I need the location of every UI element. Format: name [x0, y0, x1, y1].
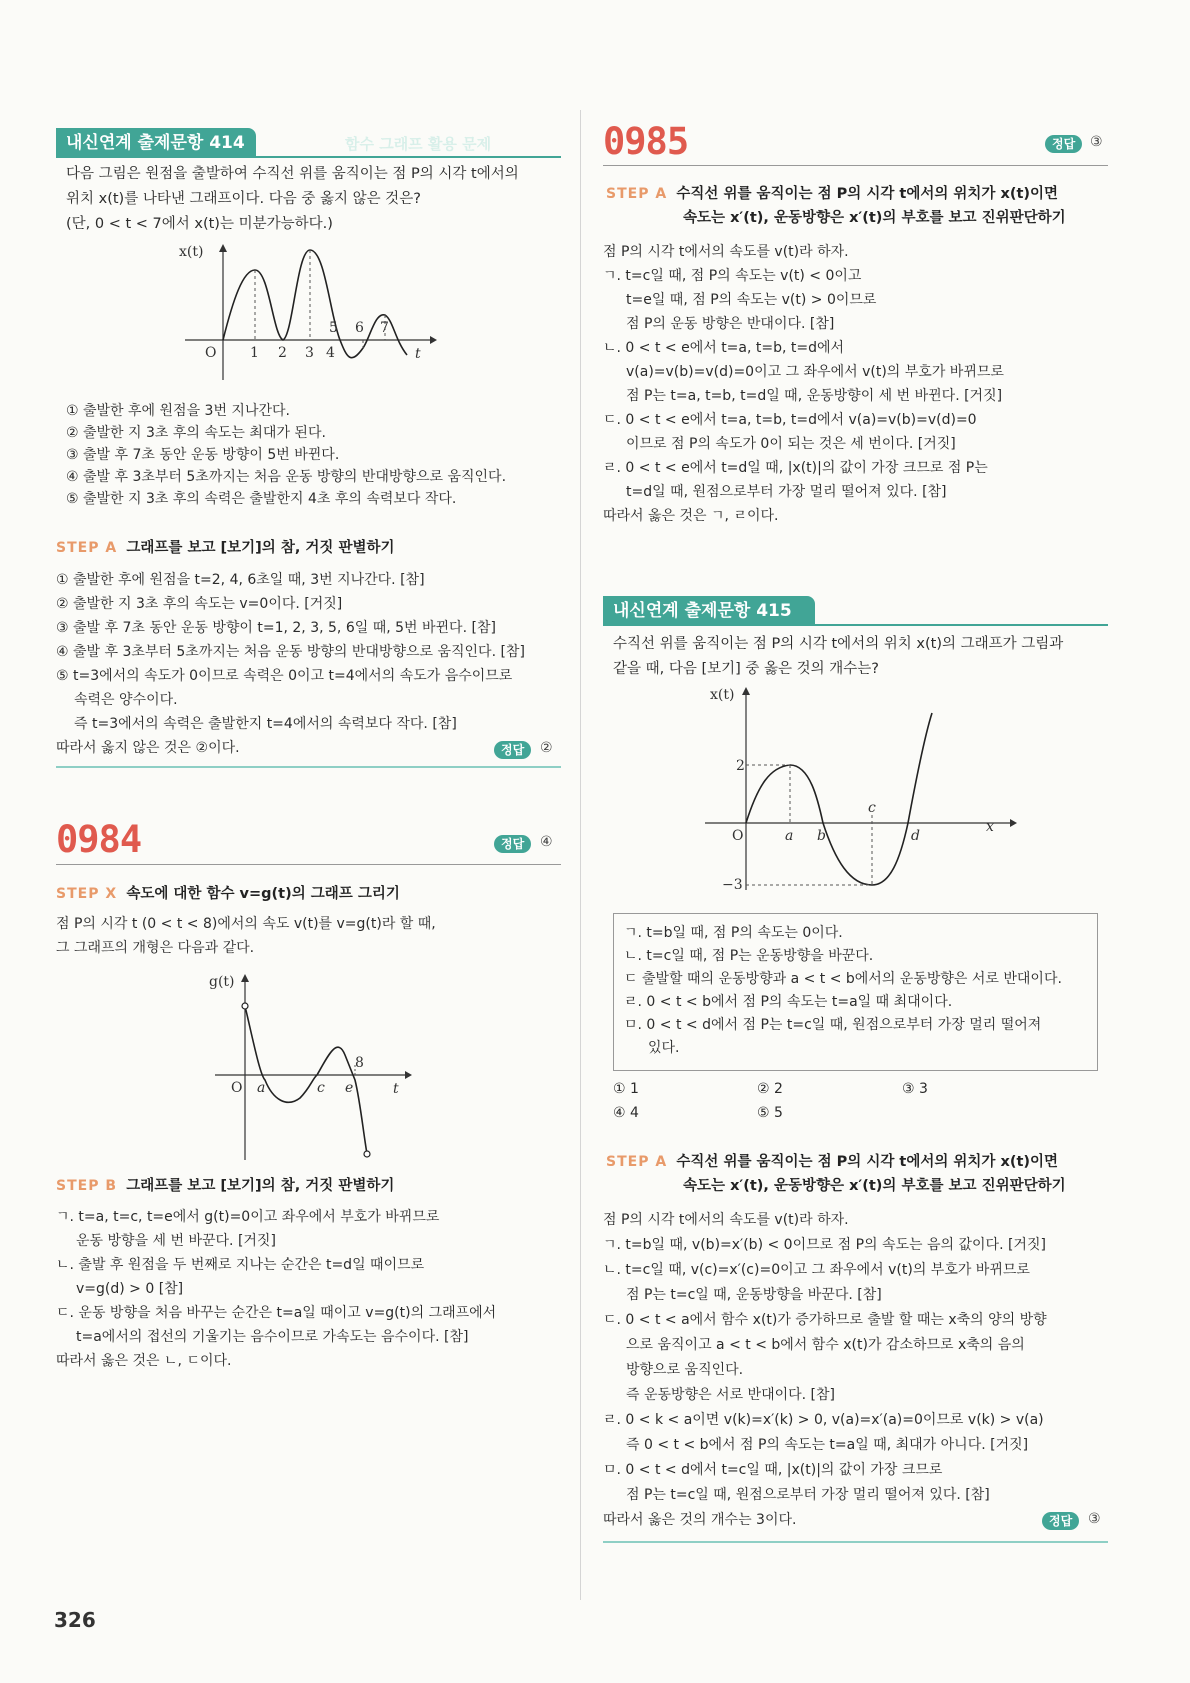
sol415-line-2: ㄱ. t=b일 때, v(b)=x′(b) < 0이므로 점 P의 속도는 음의 값이다. [거짓] [603, 1237, 1046, 1253]
choice-414-4: ④ 출발 후 3초부터 5초까지는 처음 운동 방향의 반대방향으로 움직인다. [66, 469, 507, 485]
sol415-line-5: ㄷ. 0 < t < a에서 함수 x(t)가 증가하므로 출발 할 때는 x축의 양의 방향 [603, 1312, 1047, 1328]
answer-badge-0984: 정답 [494, 835, 531, 853]
graph-g-t-0984 [205, 970, 415, 1170]
sol985-line-3: t=e일 때, 점 P의 속도는 v(t) > 0이므로 [626, 292, 877, 308]
sol415-line-10: 즉 0 < t < b에서 점 P의 속도는 t=a일 때, 최대가 아니다. [거짓] [626, 1437, 1029, 1453]
step-b-0984-tag: STEP B [56, 1178, 118, 1194]
problem-415-line-2: 같을 때, 다음 [보기] 중 옳은 것의 개수는? [613, 661, 879, 677]
sol414-line-2: ② 출발한 지 3초 후의 속도는 v=0이다. [거짓] [56, 596, 343, 612]
step-a-415-title-2: 속도는 x′(t), 운동방향은 x′(t)의 부호를 보고 진위판단하기 [683, 1178, 1066, 1194]
choice-414-5: ⑤ 출발한 지 3초 후의 속력은 출발한지 4초 후의 속력보다 작다. [66, 491, 457, 507]
graph1-tick-5: 5 [329, 320, 338, 336]
graph2-xlabel: t [393, 1081, 399, 1097]
answer-badge-414: 정답 [494, 741, 531, 759]
sol985-line-6: v(a)=v(b)=v(d)=0이고 그 좌우에서 v(t)의 부호가 바뀌므로 [626, 364, 1004, 380]
sol984-x-line-2: 그 그래프의 개형은 다음과 같다. [56, 940, 255, 956]
step-a-415-title-1: 수직선 위를 움직이는 점 P의 시각 t에서의 위치가 x(t)이면 [676, 1154, 1059, 1170]
step-a-0985-heading [606, 183, 1058, 205]
sol984-b-line-6: t=a에서의 접선의 기울기는 음수이므로 가속도는 음수이다. [참] [76, 1329, 469, 1345]
sol984-b-line-1: ㄱ. t=a, t=c, t=e에서 g(t)=0이고 좌우에서 부호가 바뀌므로 [56, 1209, 440, 1225]
step-x-0984-tag: STEP X [56, 886, 118, 902]
problem-number-0985: 0985 [603, 120, 689, 163]
answer-415: ③ [1088, 1511, 1101, 1527]
graph1-tick-2: 2 [278, 345, 287, 361]
step-a-415-heading [606, 1151, 1058, 1173]
page-number: 326 [54, 1608, 96, 1632]
answer-0984: ④ [540, 834, 553, 850]
banner-414-label: 내신연계 출제문항 414 [66, 133, 245, 153]
problem-414-line-3: (단, 0 < t < 7에서 x(t)는 미분가능하다.) [66, 216, 333, 232]
graph1-tick-1: 1 [250, 345, 259, 361]
sol984-x-line-1: 점 P의 시각 t (0 < t < 8)에서의 속도 v(t)를 v=g(t)라 할 때, [56, 916, 436, 932]
bogi-6: 있다. [648, 1040, 680, 1056]
step-a-0985-title-2: 속도는 x′(t), 운동방향은 x′(t)의 부호를 보고 진위판단하기 [683, 210, 1066, 226]
sol984-b-line-3: ㄴ. 출발 후 원점을 두 번째로 지나는 순간은 t=d일 때이므로 [56, 1257, 425, 1273]
bogi-1: ㄱ. t=b일 때, 점 P의 속도는 0이다. [624, 925, 843, 941]
problem-0984-rule [56, 864, 561, 865]
sol985-line-2: ㄱ. t=c일 때, 점 P의 속도는 v(t) < 0이고 [603, 268, 862, 284]
graph1-origin: O [205, 345, 217, 361]
banner-414 [56, 128, 256, 158]
sol414-line-8: 따라서 옳지 않은 것은 ②이다. [56, 740, 240, 756]
sol414-line-5: ⑤ t=3에서의 속도가 0이므로 속력은 0이고 t=4에서의 속도가 음수이므로 [56, 668, 513, 684]
sol984-b-line-2: 운동 방향을 세 번 바꾼다. [거짓] [76, 1233, 276, 1249]
step-x-0984-title: 속도에 대한 함수 v=g(t)의 그래프 그리기 [126, 886, 400, 902]
choice-414-1: ① 출발한 후에 원점을 3번 지나간다. [66, 403, 290, 419]
sol414-line-3: ③ 출발 후 7초 동안 운동 방향이 t=1, 2, 3, 5, 6일 때, 5번 바뀐다. [참] [56, 620, 496, 636]
step-b-0984-title: 그래프를 보고 [보기]의 참, 거짓 판별하기 [126, 1178, 395, 1194]
graph-x-t-414 [175, 240, 445, 390]
graph2-origin: O [231, 1080, 243, 1096]
choice-415-4: ④ 4 [613, 1105, 639, 1121]
sol415-line-6: 으로 움직이고 a < t < b에서 함수 x(t)가 감소하므로 x축의 음의 [626, 1337, 1025, 1353]
graph1-tick-4: 4 [326, 345, 335, 361]
sol985-line-10: ㄹ. 0 < t < e에서 t=d일 때, |x(t)|의 값이 가장 크므로 점 P는 [603, 460, 988, 476]
answer-badge-0985: 정답 [1045, 135, 1082, 153]
choice-415-5: ⑤ 5 [757, 1105, 783, 1121]
problem-number-0984: 0984 [56, 818, 142, 861]
graph3-ylabel: x(t) [710, 687, 735, 703]
banner-414-line [56, 156, 561, 158]
bogi-4: ㄹ. 0 < t < b에서 점 P의 속도는 t=a일 때 최대이다. [624, 994, 953, 1010]
sol415-line-1: 점 P의 시각 t에서의 속도를 v(t)라 하자. [603, 1212, 849, 1228]
sol414-line-7: 즉 t=3에서의 속력은 출발한지 t=4에서의 속력보다 작다. [참] [74, 716, 457, 732]
sol415-line-13: 따라서 옳은 것의 개수는 3이다. [603, 1512, 797, 1528]
sol985-line-8: ㄷ. 0 < t < e에서 t=a, t=b, t=d에서 v(a)=v(b)=v(d)=0 [603, 412, 977, 428]
graph2-tick-e: e [345, 1080, 354, 1096]
choice-415-2: ② 2 [757, 1081, 783, 1097]
banner-415 [603, 596, 815, 626]
sol984-b-line-7: 따라서 옳은 것은 ㄴ, ㄷ이다. [56, 1353, 232, 1369]
graph-x-t-415 [700, 685, 1020, 895]
sol985-line-11: t=d일 때, 원점으로부터 가장 멀리 떨어져 있다. [참] [626, 484, 947, 500]
graph2-tick-c: c [317, 1080, 325, 1096]
choice-414-3: ③ 출발 후 7초 동안 운동 방향이 5번 바뀐다. [66, 447, 340, 463]
sol985-line-1: 점 P의 시각 t에서의 속도를 v(t)라 하자. [603, 244, 849, 260]
answer-badge-415: 정답 [1042, 1512, 1079, 1530]
sol984-b-line-5: ㄷ. 운동 방향을 처음 바꾸는 순간은 t=a일 때이고 v=g(t)의 그래프에서 [56, 1305, 497, 1321]
sol415-line-9: ㄹ. 0 < k < a이면 v(k)=x′(k) > 0, v(a)=x′(a)=0이므로 v(k) > v(a) [603, 1412, 1044, 1428]
graph3-tick-a: a [785, 828, 794, 844]
step-a-414-title: 그래프를 보고 [보기]의 참, 거짓 판별하기 [126, 540, 395, 556]
step-a-414-tag: STEP A [56, 540, 118, 556]
answer-0985: ③ [1090, 134, 1103, 150]
graph1-tick-6: 6 [355, 320, 364, 336]
sol414-line-1: ① 출발한 후에 원점을 t=2, 4, 6초일 때, 3번 지나간다. [참] [56, 572, 425, 588]
graph3-origin: O [732, 828, 744, 844]
problem-0985-rule [603, 165, 1108, 166]
problem-415-line-1: 수직선 위를 움직이는 점 P의 시각 t에서의 위치 x(t)의 그래프가 그림과 [613, 636, 1064, 652]
banner-414-ghost: 함수 그래프 활용 문제 [345, 135, 492, 153]
sol985-line-5: ㄴ. 0 < t < e에서 t=a, t=b, t=d에서 [603, 340, 845, 356]
graph2-tick-8: 8 [355, 1055, 364, 1071]
sol984-b-line-4: v=g(d) > 0 [참] [76, 1281, 184, 1297]
sol985-line-9: 이므로 점 P의 속도가 0이 되는 것은 세 번이다. [거짓] [626, 436, 956, 452]
section-415-bottom-rule [603, 1541, 1108, 1543]
problem-414-line-2: 위치 x(t)를 나타낸 그래프이다. 다음 중 옳지 않은 것은? [66, 191, 421, 207]
step-a-415-tag: STEP A [606, 1154, 668, 1170]
sol414-line-4: ④ 출발 후 3초부터 5초까지는 처음 운동 방향의 반대방향으로 움직인다. [참] [56, 644, 525, 660]
column-divider [580, 110, 581, 1600]
graph1-tick-7: 7 [380, 320, 389, 336]
banner-415-label: 내신연계 출제문항 415 [613, 601, 792, 621]
sol415-line-7: 방향으로 움직인다. [626, 1362, 744, 1378]
sol985-line-7: 점 P는 t=a, t=b, t=d일 때, 운동방향이 세 번 바뀐다. [거짓] [626, 388, 1003, 404]
step-x-0984-heading [56, 883, 400, 905]
choice-414-2: ② 출발한 지 3초 후의 속도는 최대가 된다. [66, 425, 326, 441]
answer-414: ② [540, 740, 553, 756]
graph3-tick-b: b [817, 828, 826, 844]
choice-415-3: ③ 3 [902, 1081, 928, 1097]
sol985-line-4: 점 P의 운동 방향은 반대이다. [참] [626, 316, 835, 332]
graph1-xlabel: t [415, 346, 421, 362]
sol985-line-12: 따라서 옳은 것은 ㄱ, ㄹ이다. [603, 508, 779, 524]
sol415-line-11: ㅁ. 0 < t < d에서 t=c일 때, |x(t)|의 값이 가장 크므로 [603, 1462, 943, 1478]
step-a-0985-title-1: 수직선 위를 움직이는 점 P의 시각 t에서의 위치가 x(t)이면 [676, 186, 1059, 202]
sol415-line-12: 점 P는 t=c일 때, 원점으로부터 가장 멀리 떨어져 있다. [참] [626, 1487, 990, 1503]
graph3-tick-d: d [911, 828, 920, 844]
step-a-0985-tag: STEP A [606, 186, 668, 202]
graph2-ylabel: g(t) [209, 974, 235, 990]
problem-414-line-1: 다음 그림은 원점을 출발하여 수직선 위를 움직이는 점 P의 시각 t에서의 [66, 166, 519, 182]
bogi-2: ㄴ. t=c일 때, 점 P는 운동방향을 바꾼다. [624, 948, 874, 964]
graph1-ylabel: x(t) [179, 244, 204, 260]
choice-415-1: ① 1 [613, 1081, 639, 1097]
banner-415-line [603, 624, 1108, 626]
graph1-tick-3: 3 [305, 345, 314, 361]
step-b-0984-heading [56, 1175, 394, 1197]
graph3-xlabel: x [986, 819, 994, 835]
step-a-414-heading [56, 537, 395, 559]
graph3-tick-c: c [868, 800, 876, 816]
sol414-line-6: 속력은 양수이다. [74, 692, 178, 708]
sol415-line-4: 점 P는 t=c일 때, 운동방향을 바꾼다. [참] [626, 1287, 882, 1303]
graph3-ytick-2: 2 [736, 758, 745, 774]
sol415-line-8: 즉 운동방향은 서로 반대이다. [참] [626, 1387, 835, 1403]
graph2-tick-a: a [257, 1080, 266, 1096]
bogi-3: ㄷ 출발할 때의 운동방향과 a < t < b에서의 운동방향은 서로 반대이다. [624, 971, 1062, 987]
graph3-ytick-neg3: −3 [722, 877, 743, 893]
bogi-5: ㅁ. 0 < t < d에서 점 P는 t=c일 때, 원점으로부터 가장 멀리 떨어져 [624, 1017, 1042, 1033]
section-414-bottom-rule [56, 766, 561, 768]
sol415-line-3: ㄴ. t=c일 때, v(c)=x′(c)=0이고 그 좌우에서 v(t)의 부호가 바뀌므로 [603, 1262, 1030, 1278]
